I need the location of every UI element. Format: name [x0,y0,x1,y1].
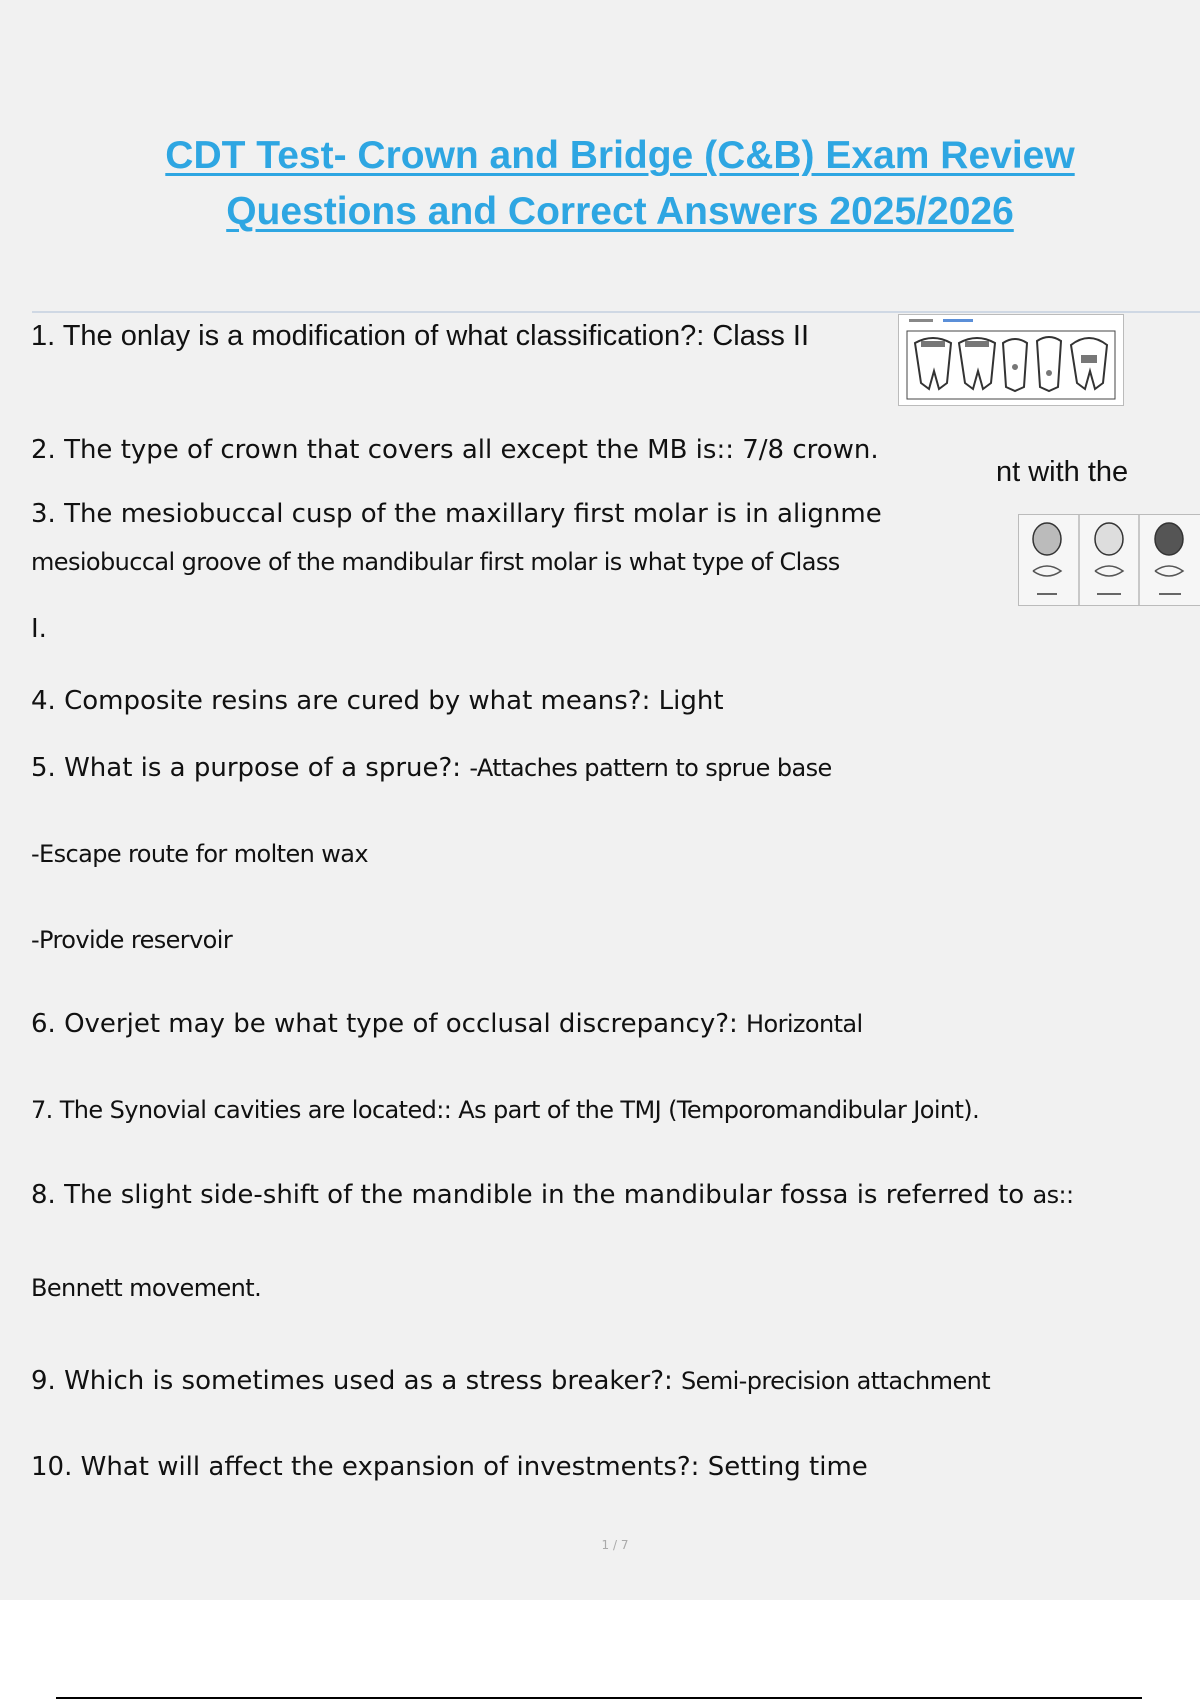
question-2: 2. The type of crown that covers all except the MB is:: 7/8 crown. [31,435,879,465]
question-5-extra-2: -Provide reservoir [31,926,233,954]
question-8-answer: as:: [1032,1181,1074,1209]
question-9 [31,1364,990,1398]
question-5-text: 5. What is a purpose of a sprue?: [31,753,470,783]
question-9-text: 9. Which is sometimes used as a stress breaker?: [31,1366,682,1396]
question-4: 4. Composite resins are cured by what means?: Light [31,686,724,716]
question-10: 10. What will affect the expansion of investments?: Setting time [31,1452,868,1482]
question-3-line-2: mesiobuccal groove of the mandibular first molar is what type of Class [31,548,840,576]
document-title[interactable] [0,128,1200,240]
divider [32,311,1200,313]
page-bottom-rule [56,1697,1142,1699]
question-3-line-3: I. [31,614,47,644]
question-8-line-2: Bennett movement. [31,1274,262,1302]
malocclusion-classes-image [1018,514,1200,606]
title-line-1: CDT Test- Crown and Bridge (C&B) Exam Review [165,134,1075,177]
question-6-answer: Horizontal [746,1010,863,1038]
question-3-line-1: 3. The mesiobuccal cusp of the maxillary first molar is in alignme [31,499,882,529]
question-5-answer: -Attaches pattern to sprue base [469,754,832,782]
question-8-text: 8. The slight side-shift of the mandible in the mandibular fossa is referred to [31,1180,1033,1210]
question-5-extra-1: -Escape route for molten wax [31,840,369,868]
question-1: 1. The onlay is a modification of what classification?: Class II [31,320,810,352]
teeth-classification-image [898,314,1124,406]
question-6-text: 6. Overjet may be what type of occlusal discrepancy?: [31,1009,747,1039]
question-6 [31,1007,863,1041]
question-9-answer: Semi-precision attachment [681,1367,991,1395]
question-7: 7. The Synovial cavities are located:: As part of the TMJ (Temporomandibular Joint). [31,1096,980,1124]
question-8 [31,1178,1073,1212]
question-5 [31,751,832,785]
page-number: 1 / 7 [601,1538,629,1552]
title-line-2: Questions and Correct Answers 2025/2026 [226,190,1014,233]
question-3-overflow: nt with the [996,456,1129,488]
